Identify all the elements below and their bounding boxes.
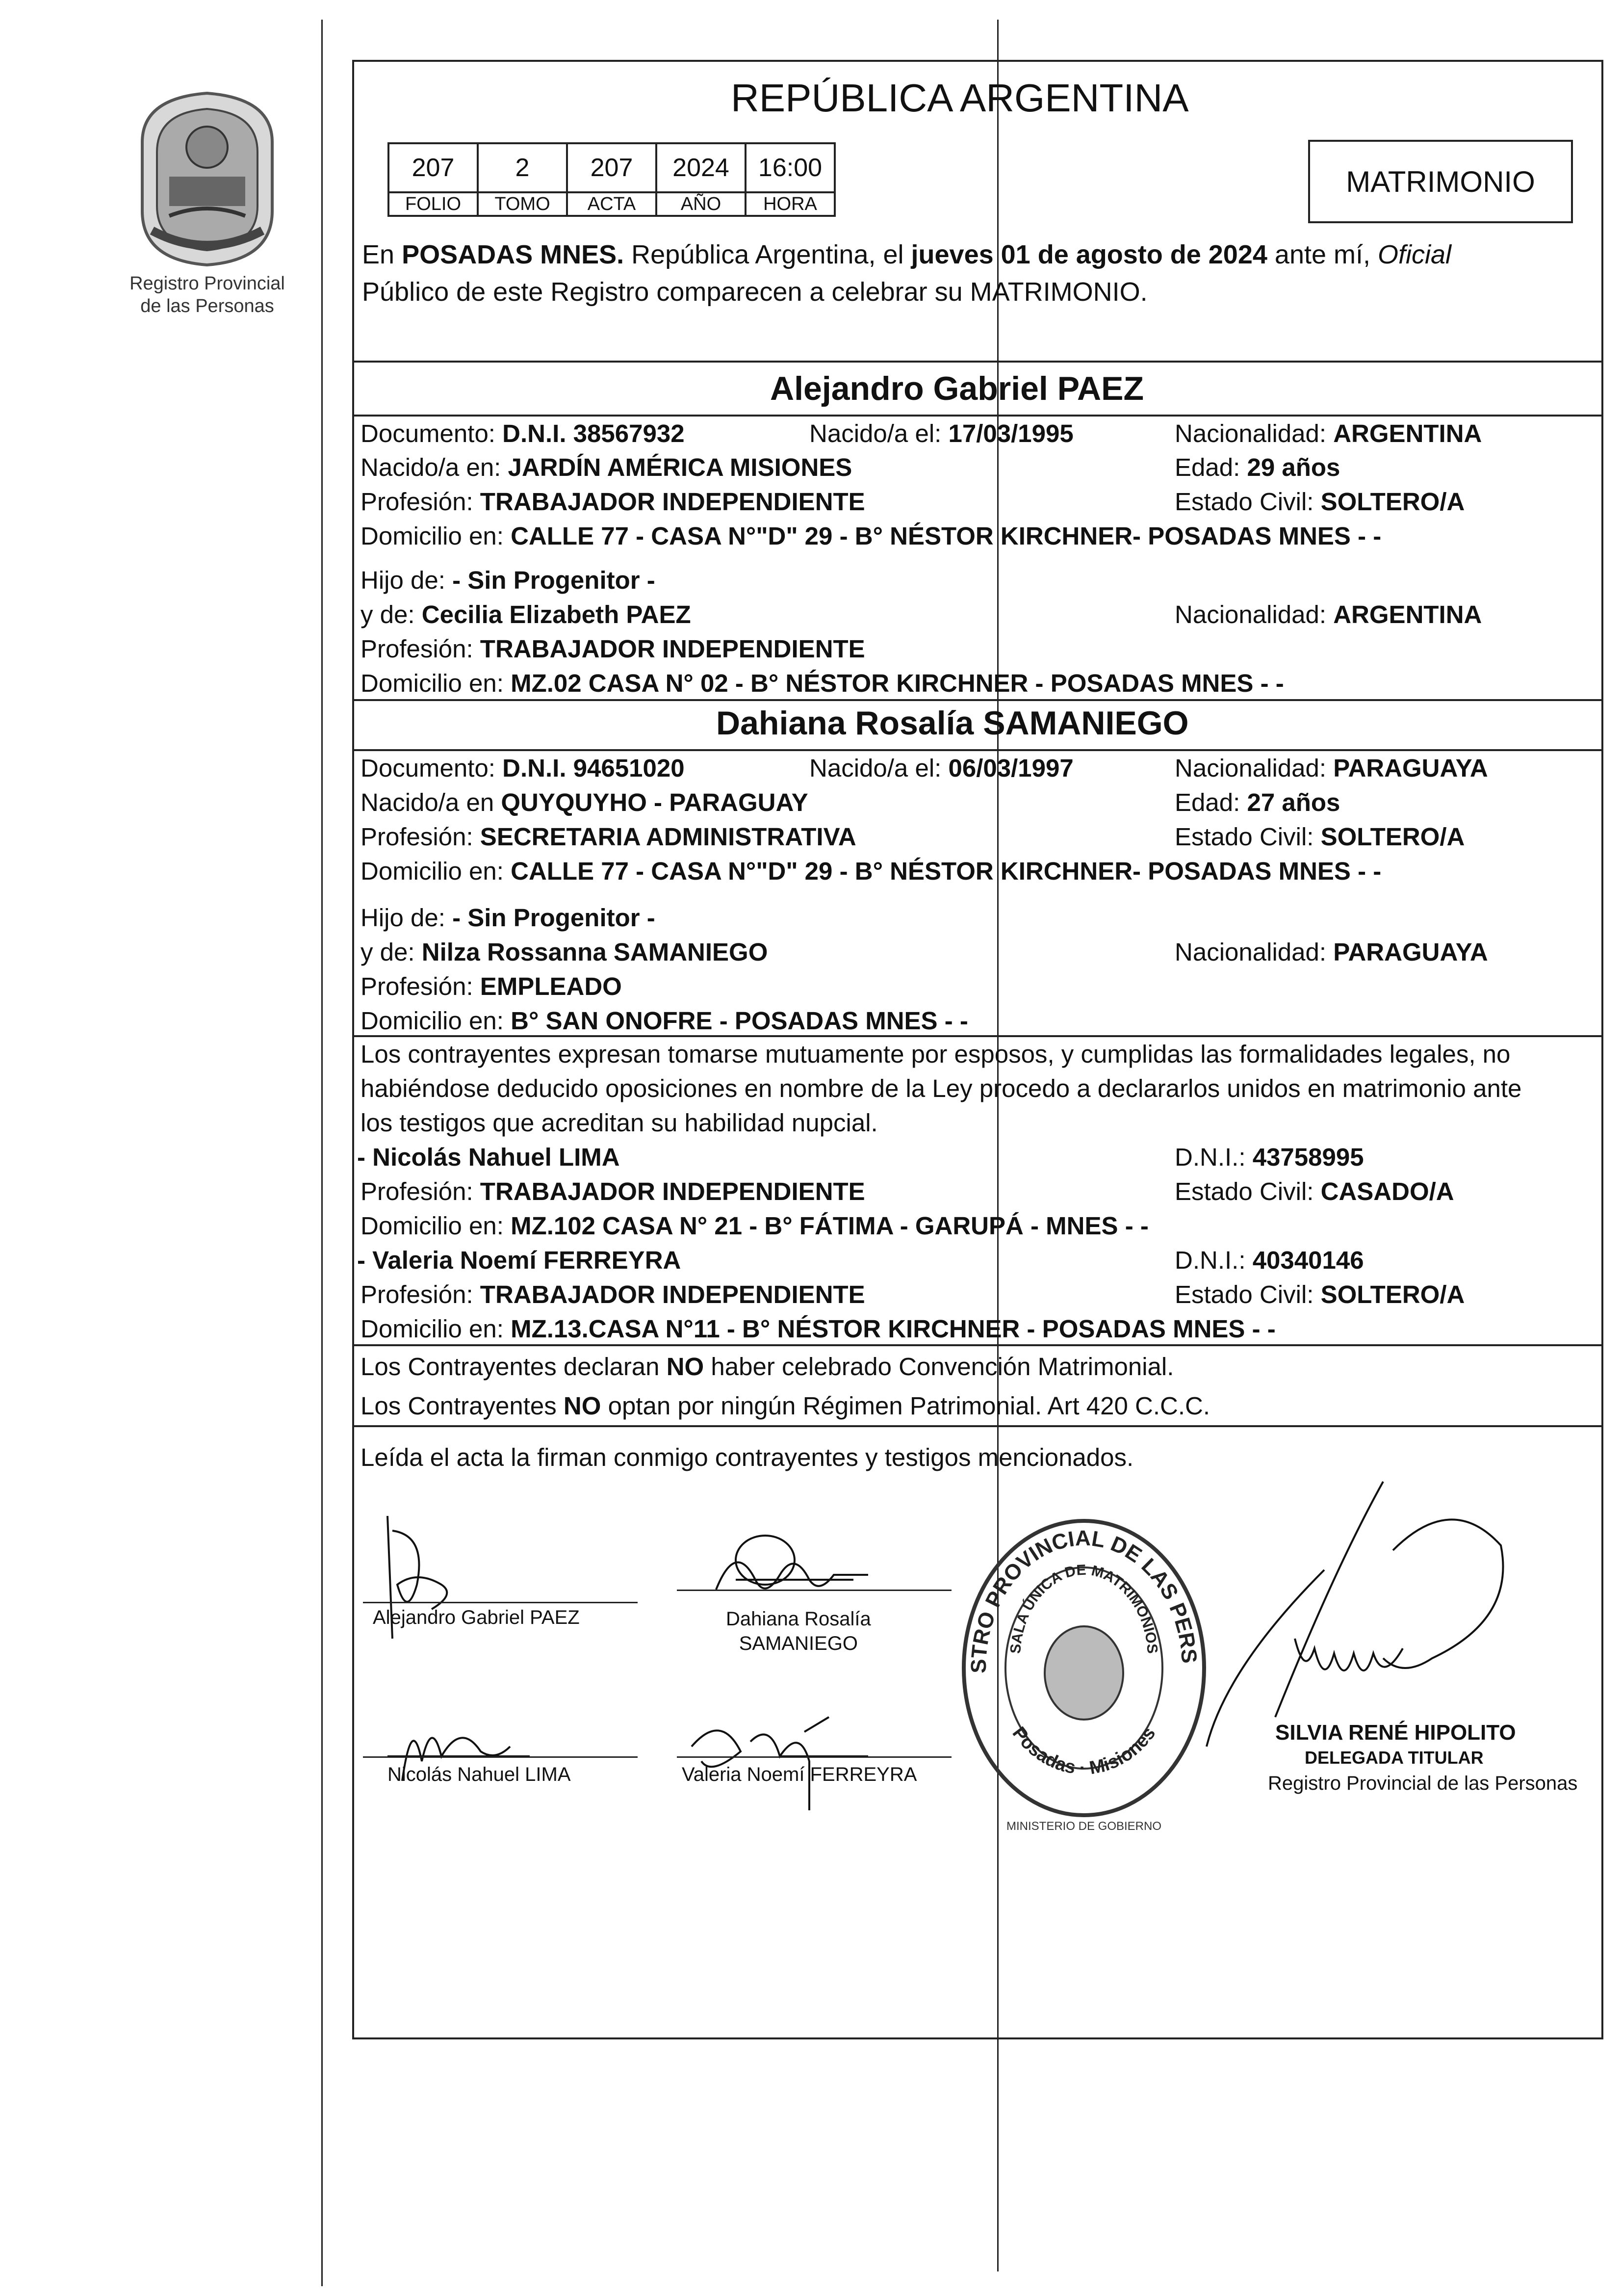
folio-label: FOLIO — [388, 192, 478, 216]
margin-line — [321, 20, 323, 2286]
country-title: REPÚBLICA ARGENTINA — [731, 76, 1189, 120]
spouse1-mother-nationality: Nacionalidad: ARGENTINA — [1175, 600, 1482, 628]
spouse2-name: Dahiana Rosalía SAMANIEGO — [716, 704, 1189, 742]
witness2-address: Domicilio en: MZ.13.CASA N°11 - B° NÉSTOR KIRCHNER - POSADAS MNES - - — [360, 1315, 1276, 1343]
official-role: DELEGADA TITULAR — [1305, 1748, 1484, 1768]
spouse1-nationality: Nacionalidad: ARGENTINA — [1175, 419, 1482, 447]
spouse2-nationality: Nacionalidad: PARAGUAYA — [1175, 754, 1488, 782]
convention-line2: Los Contrayentes NO optan por ningún Régimen Patrimonial. Art 420 C.C.C. — [360, 1392, 1210, 1420]
spouse2-birthplace: Nacido/a en QUYQUYHO - PARAGUAY — [360, 788, 808, 816]
spouse1-mother-address: Domicilio en: MZ.02 CASA N° 02 - B° NÉSTOR KIRCHNER - POSADAS MNES - - — [360, 669, 1284, 697]
witness1-dni: D.N.I.: 43758995 — [1175, 1143, 1364, 1171]
signature-name-line1: Dahiana Rosalía — [726, 1608, 871, 1630]
signature-name: Nicolás Nahuel LIMA — [387, 1764, 571, 1785]
signature-name-line2: SAMANIEGO — [739, 1633, 858, 1654]
witness2-dni: D.N.I.: 40340146 — [1175, 1246, 1364, 1274]
official-name: SILVIA RENÉ HIPOLITO — [1275, 1721, 1516, 1745]
spouse1-age: Edad: 29 años — [1175, 453, 1340, 481]
signature-line — [677, 1590, 952, 1591]
signature-line — [363, 1756, 638, 1758]
folio-value: 207 — [388, 143, 478, 192]
svg-text:Posadas · Misiones — [1008, 1723, 1160, 1778]
divider — [352, 1425, 1603, 1427]
spouse1-address: Domicilio en: CALLE 77 - CASA N°"D" 29 - B° NÉSTOR KIRCHNER- POSADAS MNES - - — [360, 522, 1382, 550]
witness1-profession: Profesión: TRABAJADOR INDEPENDIENTE — [360, 1177, 865, 1205]
spouse1-mother: y de: Cecilia Elizabeth PAEZ — [360, 600, 691, 628]
intro-line1 — [362, 241, 1451, 268]
registry-line1: Registro Provincial — [129, 273, 285, 294]
spouse2-civil-status: Estado Civil: SOLTERO/A — [1175, 823, 1465, 851]
record-type: MATRIMONIO — [1346, 165, 1535, 198]
witness1-civil-status: Estado Civil: CASADO/A — [1175, 1177, 1454, 1205]
divider — [352, 1344, 1603, 1346]
intro-date: jueves 01 de agosto de 2024 — [911, 240, 1267, 269]
spouse2-mother-profession: Profesión: EMPLEADO — [360, 972, 622, 1000]
record-header-table — [387, 142, 836, 217]
spouse2-mother: y de: Nilza Rossanna SAMANIEGO — [360, 938, 768, 966]
record-type-box — [1308, 140, 1573, 223]
intro-official: Oficial — [1378, 240, 1452, 269]
hora-value: 16:00 — [746, 143, 835, 192]
witness2-civil-status: Estado Civil: SOLTERO/A — [1175, 1280, 1465, 1308]
registry-line2: de las Personas — [140, 296, 274, 316]
spouse2-mother-address: Domicilio en: B° SAN ONOFRE - POSADAS MNES - - — [360, 1007, 968, 1035]
witness2-profession: Profesión: TRABAJADOR INDEPENDIENTE — [360, 1280, 865, 1308]
spouse1-father: Hijo de: - Sin Progenitor - — [360, 566, 655, 594]
closing-text: Leída el acta la firman conmigo contrayentes y testigos mencionados. — [360, 1443, 1134, 1471]
emblem-caption — [113, 272, 302, 317]
intro-text3: ante mí, — [1267, 240, 1378, 269]
official-office: Registro Provincial de las Personas — [1268, 1773, 1578, 1794]
tomo-value: 2 — [478, 143, 567, 192]
intro-text2: República Argentina, el — [624, 240, 911, 269]
divider — [352, 749, 1603, 751]
spouse1-profession: Profesión: TRABAJADOR INDEPENDIENTE — [360, 488, 865, 516]
spouse2-born: Nacido/a el: 06/03/1997 — [809, 754, 1074, 782]
spouse1-civil-status: Estado Civil: SOLTERO/A — [1175, 488, 1465, 516]
seal-outer-text: STRO PROVINCIAL DE LAS PERS — [966, 1526, 1202, 1674]
tomo-label: TOMO — [478, 192, 567, 216]
fold-line — [997, 20, 999, 2271]
declaration-line1: Los contrayentes expresan tomarse mutuamente por esposos, y cumplidas las formalidades legales, no — [360, 1040, 1511, 1068]
witness1-address: Domicilio en: MZ.102 CASA N° 21 - B° FÁTIMA - GARUPÁ - MNES - - — [360, 1212, 1149, 1240]
signature-line — [677, 1756, 952, 1758]
spouse1-doc: Documento: D.N.I. 38567932 — [360, 419, 685, 447]
signature-name: Valeria Noemí FERREYRA — [682, 1764, 917, 1785]
seal-ministry-text: MINISTERIO DE GOBIERNO — [1006, 1820, 1162, 1833]
hora-label: HORA — [746, 192, 835, 216]
spouse2-mother-nationality: Nacionalidad: PARAGUAYA — [1175, 938, 1488, 966]
witness1-name: - Nicolás Nahuel LIMA — [357, 1143, 620, 1171]
divider — [352, 361, 1603, 363]
registry-emblem — [123, 83, 292, 270]
divider — [352, 415, 1603, 417]
intro-place: POSADAS MNES. — [402, 240, 624, 269]
spouse1-mother-profession: Profesión: TRABAJADOR INDEPENDIENTE — [360, 635, 865, 663]
declaration-line3: los testigos que acreditan su habilidad nupcial. — [360, 1109, 878, 1137]
spouse2-age: Edad: 27 años — [1175, 788, 1340, 816]
spouse2-address: Domicilio en: CALLE 77 - CASA N°"D" 29 - B° NÉSTOR KIRCHNER- POSADAS MNES - - — [360, 857, 1382, 885]
divider — [352, 699, 1603, 701]
spouse2-profession: Profesión: SECRETARIA ADMINISTRATIVA — [360, 823, 856, 851]
ano-label: AÑO — [656, 192, 746, 216]
intro-text: En — [362, 240, 402, 269]
declaration-line2: habiéndose deducido oposiciones en nombre de la Ley procedo a declararlos unidos en matrimonio ante — [360, 1074, 1522, 1102]
seal-inner-text: SALA ÚNICA DE MATRIMONIOS — [1007, 1562, 1160, 1654]
signature-scribble — [706, 1531, 873, 1609]
official-seal — [956, 1491, 1211, 1845]
signature-line — [363, 1602, 638, 1603]
spouse1-name: Alejandro Gabriel PAEZ — [770, 370, 1144, 407]
divider — [352, 1035, 1603, 1037]
witness2-name: - Valeria Noemí FERREYRA — [357, 1246, 681, 1274]
spouse1-born: Nacido/a el: 17/03/1995 — [809, 419, 1074, 447]
spouse2-father: Hijo de: - Sin Progenitor - — [360, 904, 655, 932]
signature-scribble — [682, 1702, 888, 1815]
ano-value: 2024 — [656, 143, 746, 192]
signature-name: Alejandro Gabriel PAEZ — [373, 1607, 580, 1628]
seal-bottom-text: Posadas · Misiones — [1008, 1723, 1160, 1779]
convention-line1: Los Contrayentes declaran NO haber celebrado Convención Matrimonial. — [360, 1353, 1174, 1381]
spouse1-birthplace: Nacido/a en: JARDÍN AMÉRICA MISIONES — [360, 453, 852, 481]
acta-value: 207 — [567, 143, 656, 192]
spouse2-doc: Documento: D.N.I. 94651020 — [360, 754, 685, 782]
acta-label: ACTA — [567, 192, 656, 216]
intro-line2: Público de este Registro comparecen a celebrar su MATRIMONIO. — [362, 277, 1148, 307]
signature-name — [726, 1607, 871, 1656]
